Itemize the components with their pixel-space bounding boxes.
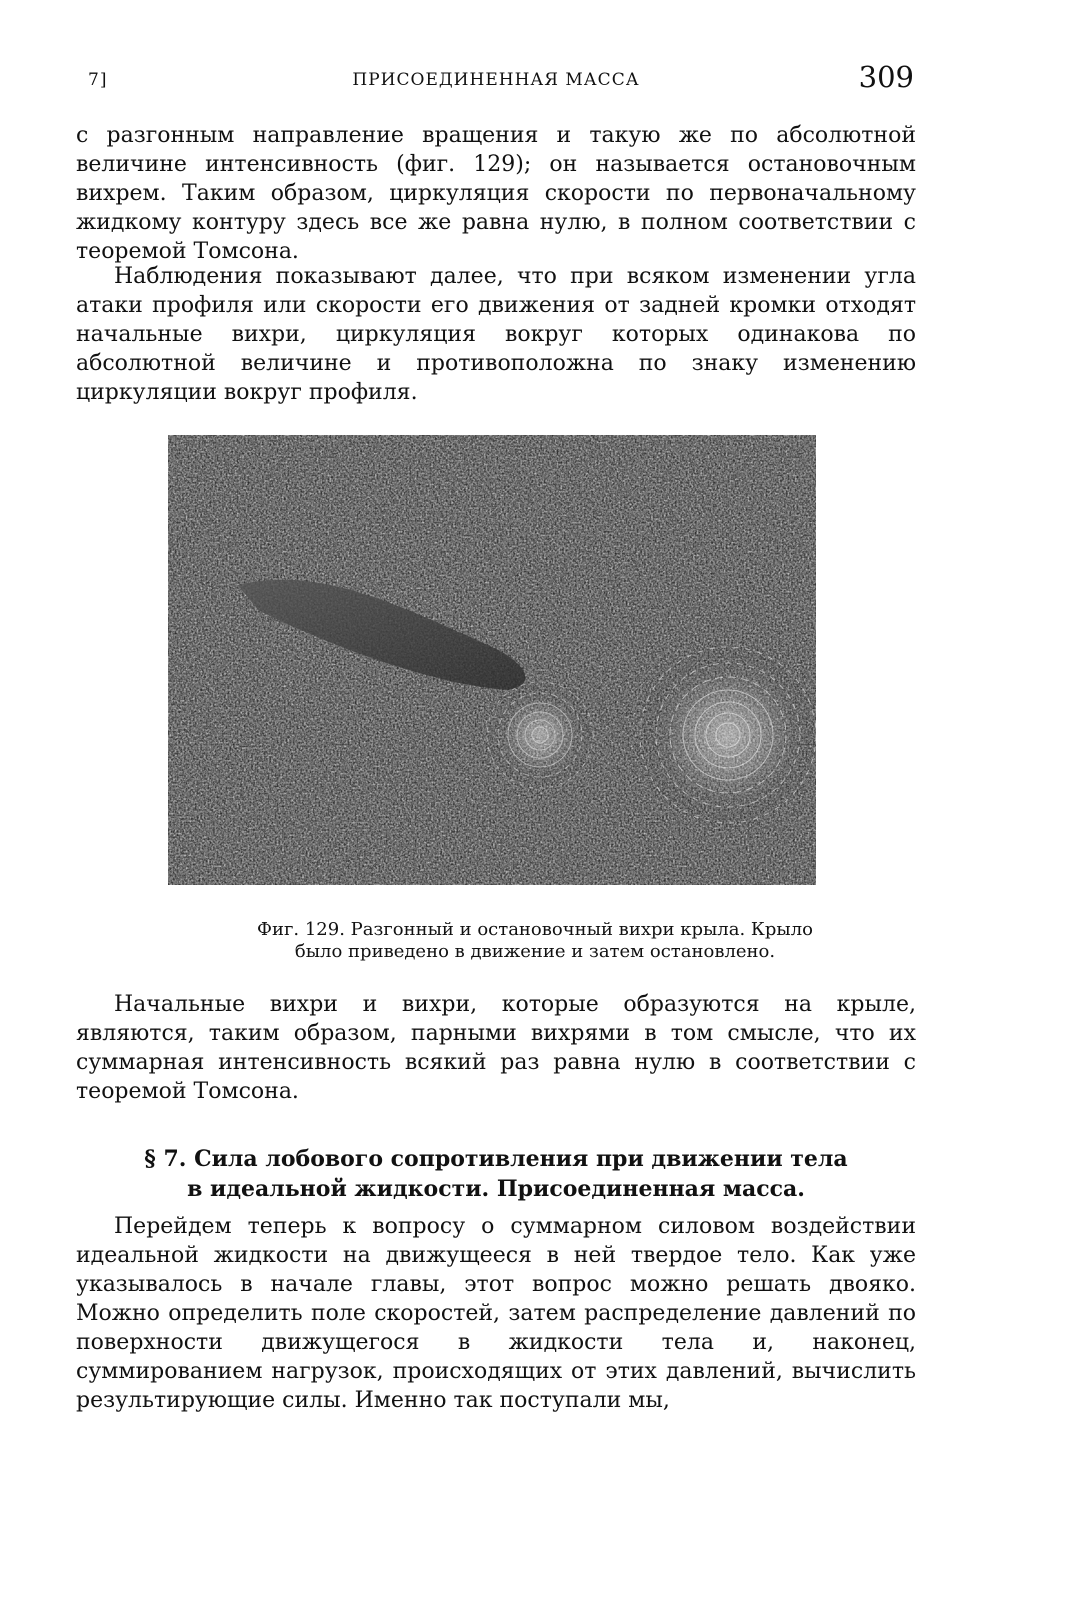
caption-line: Фиг. 129. Разгонный и остановочный вихри крыла. Крыло (257, 919, 813, 940)
large-vortex (633, 640, 816, 830)
running-title: ПРИСОЕДИНЕННАЯ МАССА (352, 70, 640, 90)
body-paragraph: Перейдем теперь к вопросу о суммарном силовом воздействии идеальной жидкости на движущееся в ней твердое тело. Как уже указывалось в начале главы, этот вопрос можно решать двояко. Можно определить поле скоростей, затем распределение давлений по поверхности движущегося в жидкости тела и, наконец, суммированием нагрузок, происходящих от этих давлений, вычислить результирующие силы. Именно так поступали мы, (76, 1214, 916, 1413)
page-number: 309 (858, 60, 914, 94)
section-heading (76, 1144, 916, 1204)
vortex-photograph (168, 435, 816, 885)
body-paragraph: с разгонным направление вращения и такую же по абсолютной величине интенсивность (фиг. 129); он называется остановочным вихрем. Таким образом, циркуляция скорости по первоначальному жидкому контуру здесь все же равна нулю, в полном соответствии с теоремой Томсона. (76, 123, 916, 264)
running-header (76, 60, 916, 98)
body-paragraph: Начальные вихри и вихри, которые образуются на крыле, являются, таким образом, парными вихрями в том смысле, что их суммарная интенсивность всякий раз равна нулю в соответствии с теоремой Томсона. (76, 992, 916, 1104)
section-heading-line: § 7. Сила лобового сопротивления при движении тела (144, 1146, 848, 1172)
chapter-number: 7] (88, 70, 108, 90)
figure-caption (130, 919, 940, 963)
small-vortex (485, 680, 595, 790)
vortex-photo-svg (168, 435, 816, 885)
body-paragraph: Наблюдения показывают далее, что при всяком изменении угла атаки профиля или скорости его движения от задней кромки отходят начальные вихри, циркуляция вокруг которых одинакова по абсолютной величине и противоположна по знаку изменению циркуляции вокруг профиля. (76, 264, 916, 405)
section-heading-line: в идеальной жидкости. Присоединенная масса. (187, 1176, 805, 1202)
caption-line: было приведено в движение и затем остановлено. (294, 941, 776, 962)
